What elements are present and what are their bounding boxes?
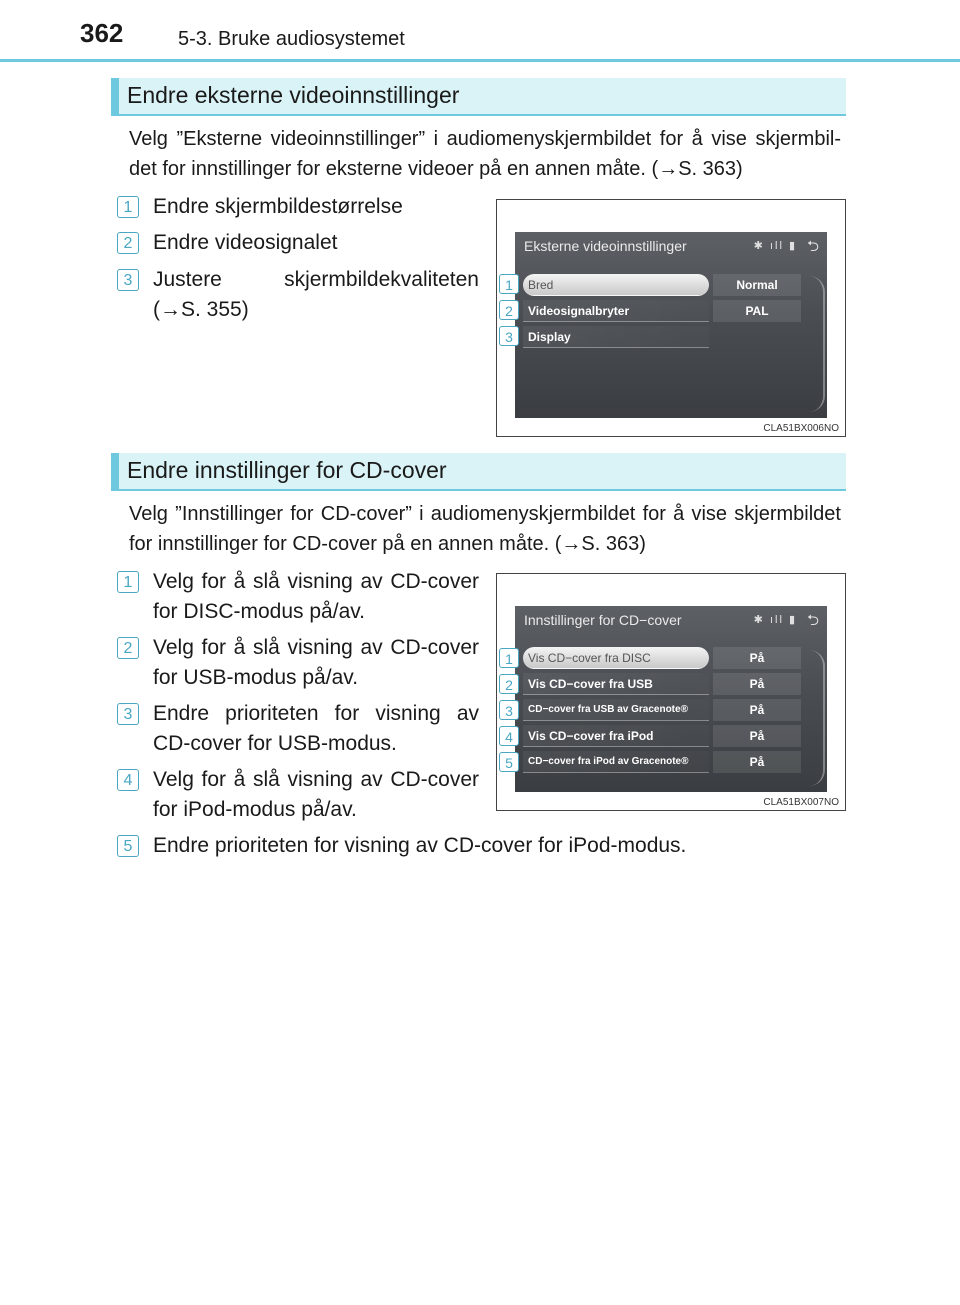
screen-figure-cd-cover bbox=[496, 573, 846, 811]
item-text: Velg for å slå visning av CD-cover for iPod-modus på/av. bbox=[153, 768, 479, 821]
item-text-reference: (→S. 355) bbox=[153, 298, 249, 321]
item-number: 3 bbox=[117, 269, 139, 291]
callout-number: 1 bbox=[499, 648, 519, 668]
setting-row-ipod-cover[interactable] bbox=[523, 725, 807, 747]
item-number: 4 bbox=[117, 769, 139, 791]
item-number: 2 bbox=[117, 637, 139, 659]
item-number: 1 bbox=[117, 571, 139, 593]
display-screen bbox=[515, 232, 827, 418]
list-item bbox=[117, 699, 479, 759]
section-heading-cd-cover bbox=[111, 453, 846, 491]
setting-value: På bbox=[713, 699, 801, 721]
setting-value: På bbox=[713, 673, 801, 695]
status-icons: ✱ ıll ▮ bbox=[753, 614, 797, 626]
setting-label: Bred bbox=[523, 274, 709, 296]
setting-label: Videosignalbryter bbox=[523, 300, 709, 322]
setting-value: PAL bbox=[713, 300, 801, 322]
setting-row-video-signal[interactable] bbox=[523, 300, 807, 322]
list-item bbox=[117, 831, 817, 861]
scroll-arc bbox=[809, 276, 825, 412]
callout-number: 3 bbox=[499, 326, 519, 346]
setting-row-display[interactable] bbox=[523, 326, 807, 348]
setting-label: Vis CD−cover fra USB bbox=[523, 673, 709, 695]
setting-row-usb-gracenote[interactable] bbox=[523, 699, 807, 721]
item-text: Velg for å slå visning av CD-cover for USB-modus på/av. bbox=[153, 636, 479, 689]
section-intro: Velg ”Eksterne videoinnstillinger” i audiomenyskjermbildet for å vise skjermbil-det for innstillinger for eksterne videoer på en annen måte. (→S. 363) bbox=[129, 128, 841, 180]
setting-label: CD−cover fra iPod av Gracenote® bbox=[523, 751, 709, 773]
callout-number: 2 bbox=[499, 300, 519, 320]
page-number: 362 bbox=[80, 18, 124, 48]
list-item bbox=[117, 765, 479, 825]
setting-value: På bbox=[713, 751, 801, 773]
chapter-title: 5-3. Bruke audiosystemet bbox=[178, 28, 405, 50]
item-number: 3 bbox=[117, 703, 139, 725]
item-number: 5 bbox=[117, 835, 139, 857]
page-header bbox=[0, 0, 960, 62]
list-item bbox=[117, 567, 479, 627]
setting-label: Display bbox=[523, 326, 709, 348]
setting-label: Vis CD−cover fra DISC bbox=[523, 647, 709, 669]
screen-title: Innstillinger for CD−cover bbox=[524, 612, 682, 628]
setting-row-ipod-gracenote[interactable] bbox=[523, 751, 807, 773]
callout-number: 4 bbox=[499, 726, 519, 746]
callout-number: 1 bbox=[499, 274, 519, 294]
item-text: Endre skjermbildestørrelse bbox=[153, 195, 403, 218]
figure-code: CLA51BX006NO bbox=[763, 423, 839, 434]
item-text: Endre prioriteten for visning av CD-cover for iPod-modus. bbox=[153, 834, 687, 857]
section-title: Endre innstillinger for CD-cover bbox=[127, 457, 447, 483]
display-screen bbox=[515, 606, 827, 792]
section-heading-external-video bbox=[111, 78, 846, 116]
item-text: Velg for å slå visning av CD-cover for DISC-modus på/av. bbox=[153, 570, 479, 623]
header-rule bbox=[0, 59, 960, 62]
back-icon[interactable]: ⮌ bbox=[806, 612, 819, 629]
screen-title: Eksterne videoinnstillinger bbox=[524, 238, 687, 254]
setting-value: Normal bbox=[713, 274, 801, 296]
screen-figure-external-video bbox=[496, 199, 846, 437]
setting-label: Vis CD−cover fra iPod bbox=[523, 725, 709, 747]
list-item bbox=[117, 633, 479, 693]
item-number: 2 bbox=[117, 232, 139, 254]
list-item bbox=[117, 265, 479, 325]
setting-label: CD−cover fra USB av Gracenote® bbox=[523, 699, 709, 721]
section-intro: Velg ”Innstillinger for CD-cover” i audiomenyskjermbildet for å vise skjermbildet for innstillinger for CD-cover på en annen måte. (→S. 363) bbox=[129, 503, 841, 555]
setting-value: På bbox=[713, 647, 801, 669]
list-item bbox=[117, 228, 479, 258]
list-item bbox=[117, 192, 479, 222]
item-text: Endre prioriteten for visning av CD-cover for USB-modus. bbox=[153, 702, 479, 755]
setting-row-wide[interactable] bbox=[523, 274, 807, 296]
back-icon[interactable]: ⮌ bbox=[806, 238, 819, 255]
setting-row-disc-cover[interactable] bbox=[523, 647, 807, 669]
item-text: Justere skjermbildekvaliteten bbox=[153, 268, 479, 291]
item-number: 1 bbox=[117, 196, 139, 218]
callout-number: 2 bbox=[499, 674, 519, 694]
status-icons: ✱ ıll ▮ bbox=[753, 240, 797, 252]
scroll-arc bbox=[809, 650, 825, 786]
section-title: Endre eksterne videoinnstillinger bbox=[127, 82, 460, 108]
callout-number: 5 bbox=[499, 752, 519, 772]
setting-row-usb-cover[interactable] bbox=[523, 673, 807, 695]
figure-code: CLA51BX007NO bbox=[763, 797, 839, 808]
callout-number: 3 bbox=[499, 700, 519, 720]
setting-value: På bbox=[713, 725, 801, 747]
item-text: Endre videosignalet bbox=[153, 231, 338, 254]
